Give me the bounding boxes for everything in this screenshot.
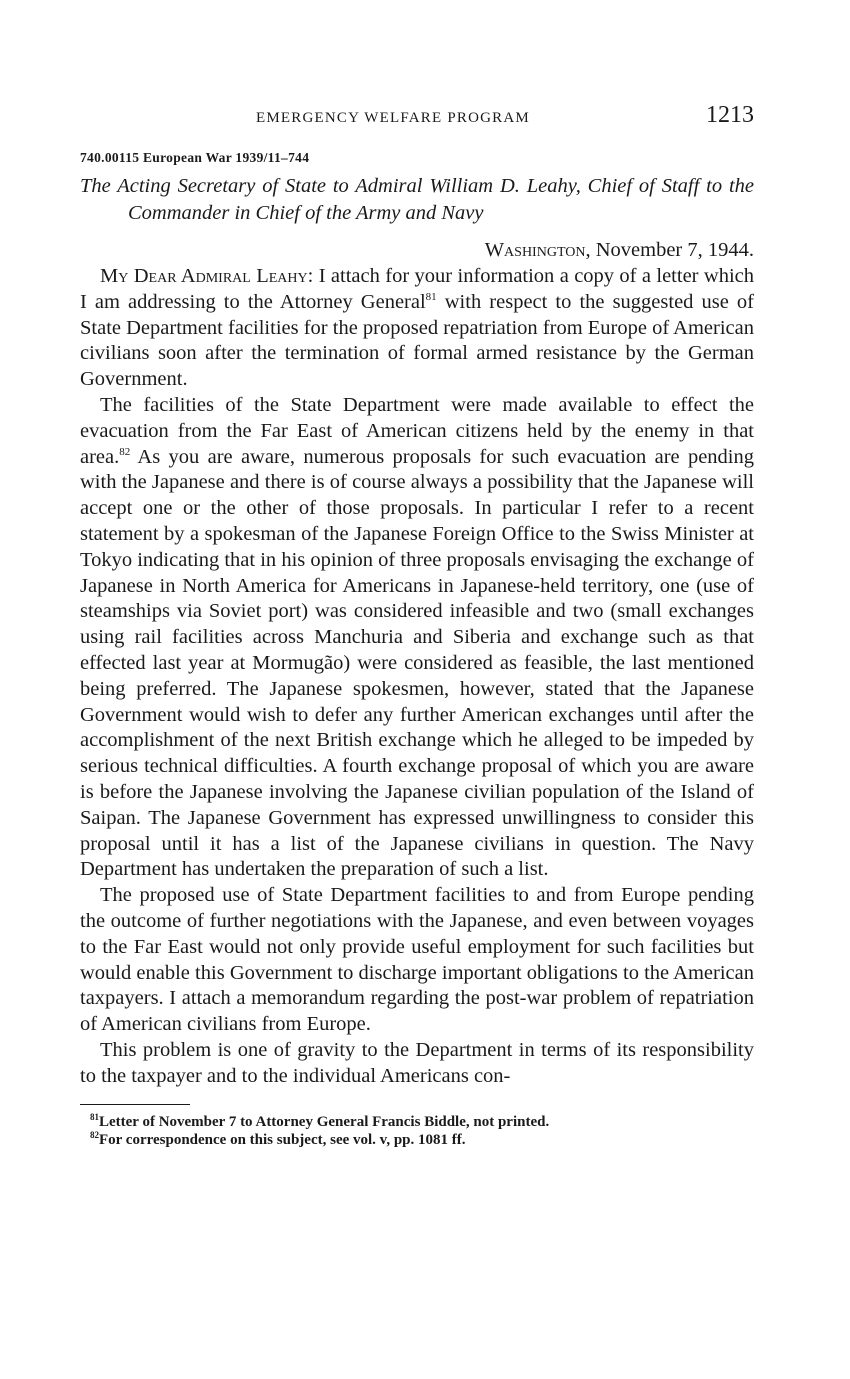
- footnote-81: [80, 1113, 754, 1131]
- paragraph-2-text-b: As you are aware, numerous proposals for such evacuation are pending with the Japanese and there is of course always a possibility that the Japanese will accept one or the other of those proposals. In particular I refer to a recent statement by a spokesman of the Japanese Foreign Office to the Swiss Minister at Tokyo indicating that in his opinion of three proposals envisaging the exchange of Japanese in North America for Americans in Japanese-held territory, one (use of steamships via Soviet port) was considered infeasible and two (small exchanges using rail facilities across Manchuria and Siberia and exchange such as that effected last year at Mormugão) were considered as feasible, the last mentioned being preferred. The Japanese spokesmen, however, stated that the Japanese Government would wish to defer any further American exchanges until after the accomplishment of the next British exchange which he alleged to be impeded by serious technical difficulties. A fourth exchange proposal of which you are aware is before the Japanese involving the Japanese civilian population of the Island of Saipan. The Japanese Government has expressed unwillingness to consider this proposal until it has a list of the Japanese civilians in question. The Navy Department has undertaken the preparation of such a list.: [80, 445, 754, 881]
- page-number: 1213: [706, 102, 754, 128]
- paragraph-1-text-a: : I attach for your information a copy of a letter which I am addressing to the Attorney General: [80, 265, 754, 313]
- document-page: [80, 100, 754, 1149]
- paragraph-1: [80, 264, 754, 393]
- footnote-text: For correspondence on this subject, see vol. v, pp. 1081 ff.: [99, 1131, 466, 1148]
- document-title: The Acting Secretary of State to Admiral William D. Leahy, Chief of Staff to the Commander in Chief of the Army and Navy: [80, 175, 754, 224]
- footnote-text: Letter of November 7 to Attorney General Francis Biddle, not printed.: [99, 1113, 550, 1130]
- dateline: [80, 237, 754, 264]
- running-title: EMERGENCY WELFARE PROGRAM: [256, 110, 530, 126]
- footnote-divider: [80, 1104, 190, 1105]
- paragraph-4: This problem is one of gravity to the Department in terms of its responsibility to the taxpayer and to the individual Americans con-: [80, 1038, 754, 1087]
- paragraph-2-text-a: The facilities of the State Department were made available to effect the evacuation from the Far East of American citizens held by the enemy in that area.: [80, 393, 754, 468]
- dateline-date: , November 7, 1944.: [585, 239, 754, 261]
- file-reference: 740.00115 European War 1939/11–744: [80, 150, 310, 165]
- running-header: [80, 100, 754, 136]
- paragraph-2: [80, 393, 754, 883]
- footnote-ref-82: 82: [119, 445, 131, 458]
- footnote-82: [80, 1131, 754, 1149]
- dateline-place: Washington: [484, 239, 586, 261]
- footnote-ref-81: 81: [425, 290, 437, 303]
- salutation: My Dear Admiral Leahy: [100, 265, 308, 287]
- paragraph-3: The proposed use of State Department facilities to and from Europe pending the outcome of further negotiations with the Japanese, and even between voyages to the Far East would not only provide useful employment for such facilities but would enable this Government to discharge important obligations to the American taxpayers. I attach a memorandum regarding the post-war problem of repatriation of American civilians from Europe.: [80, 884, 754, 1036]
- footnote-mark: 81: [90, 1111, 99, 1122]
- paragraph-1-text-b: with respect to the suggested use of State Department facilities for the proposed repatriation from Europe of American civilians soon after the termination of formal armed resistance by the German Government.: [80, 290, 755, 391]
- footnote-mark: 82: [90, 1129, 99, 1140]
